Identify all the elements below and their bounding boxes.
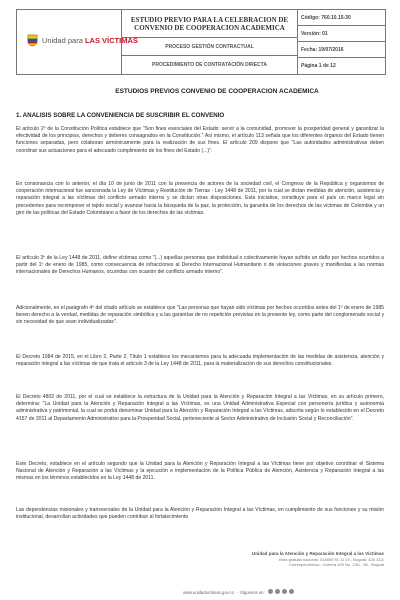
- page-footer: [144, 551, 384, 568]
- colombia-shield-icon: [26, 34, 39, 47]
- paragraph-8: Las dependencias misionales y transversales de la Unidad para la Atención y Reparación Integral a las Víctimas, en cumplimiento de sus funciones y su misión institucional, desarrollan actividades que pueden contribuir al fortalecimiento: [16, 507, 384, 521]
- paragraph-1: El artículo 2º de la Constitución Política establece que "Son fines esenciales del Estado: servir a la comunidad, promover la prosperidad general y garantizar la efectividad de los principios, derechos y deberes consagrados en la Constitución." Así mismo, el artículo 113 señala que los diferentes órganos del Estado tienen funciones separadas, pero colaboran armónicamente para la realización de sus fines. El artículo 209 dispone que "Las autoridades administrativas deben coordinar sus actuaciones para el adecuado cumplimiento de los fines del Estado (...)".: [16, 126, 384, 154]
- paragraph-2: En consonancia con lo anterior, el día 10 de junio de 2011 con la presencia de actores de la sociedad civil, el Congreso de la República y organismos de cooperación internacional fue sancionada la Ley de Víctimas y Restitución de Tierras - Ley 1448 de 2011, por la cual se dictan medidas de atención, asistencia y reparación integral a las víctimas del conflicto armado interno y se dictan otras disposiciones. Esta iniciativa, constituye para el país un marco legal sin precedentes para recomponer el tejido social y avanzar hacia la búsqueda de la paz, la protección, la garantía de los derechos de las víctimas de Colombia y un giro de las políticas del Estado Colombiano a favor de los derechos de las víctimas.: [16, 181, 384, 216]
- section-title: ESTUDIOS PREVIOS CONVENIO DE COOPERACION ACADEMICA: [115, 88, 319, 95]
- document-title: ESTUDIO PREVIO PARA LA CELEBRACION DE CONVENIO DE COOPERACION ACADEMICA: [122, 10, 297, 38]
- procedure-name: PROCEDIMIENTO DE CONTRATACIÓN DIRECTA: [152, 62, 267, 68]
- paragraph-3: El artículo 3º de la Ley 1448 de 2011, define víctimas como "(...) aquellas personas que individual o colectivamente hayan sufrido un daño por hechos ocurridos a partir del 1º de enero de 1985, como consecuencia de infracciones al Derecho Internacional Humanitario o de violaciones graves y manifiestas a las normas internacionales de Derechos Humanos, ocurridas con ocasión del conflicto armado interno".: [16, 255, 384, 276]
- document-version: Versión: 01: [298, 26, 385, 42]
- footer-web-row: www.unidadvictimas.gov.co - Síguenos en:: [183, 589, 294, 595]
- footer-url[interactable]: www.unidadvictimas.gov.co: [183, 590, 234, 595]
- youtube-icon[interactable]: [282, 589, 287, 594]
- social-icons: [266, 589, 294, 594]
- document-date: Fecha: 19/07/2016: [298, 42, 385, 58]
- header-meta-column: [298, 10, 385, 74]
- logo-text: Unidad para LAS VÍCTIMAS: [42, 36, 138, 45]
- paragraph-5: El Decreto 1084 de 2015, en el Libro 2, Parte 2, Título 1 establece los mecanismos para la adecuada implementación de las medidas de asistencia, atención y reparación integral a las víctimas de que trata el artículo 3 de la Ley 1448 de 2011, para la materialización de sus derechos constitucionales.: [16, 354, 384, 368]
- footer-follow-label: Síguenos en:: [239, 590, 265, 595]
- document-header-table: [16, 9, 386, 75]
- facebook-icon[interactable]: [268, 589, 273, 594]
- header-center-column: [122, 10, 298, 74]
- flickr-icon[interactable]: [289, 589, 294, 594]
- paragraph-4: Adicionalmente, en el parágrafo 4º del citado artículo se establece que "Las personas que hayan sido víctimas por hechos ocurridos antes del 1º de enero de 1985 tienen derecho a la verdad, medidas de reparación simbólica y a las garantías de no repetición previstas en la presente ley, como parte del conglomerado social y sin necesidad de que sean individualizadas".: [16, 305, 384, 326]
- heading-analisis: 1. ANALISIS SOBRE LA CONVENIENCIA DE SUSCRIBIR EL CONVENIO: [16, 112, 225, 119]
- logo-cell: [17, 10, 138, 74]
- process-name: PROCESO GESTIÓN CONTRACTUAL: [122, 38, 297, 56]
- twitter-icon[interactable]: [275, 589, 280, 594]
- paragraph-7: Este Decreto, establece en el artículo segundo que la Unidad para la Atención y Reparación Integral a las Víctimas tiene por objetivo coordinar el Sistema Nacional de Atención y Reparación a las Víctimas y la ejecución e implementación de la Política Pública de Atención, Asistencia y Reparación Integral a las mismas en los términos establecidos en la Ley 1448 de 2011.: [16, 461, 384, 482]
- paragraph-6: El Decreto 4802 de 2011, por el cual se establece la estructura de la Unidad para la Atención y Reparación Integral a las Víctimas, en su artículo primero, determina: "La Unidad para la Atención y Reparación Integral a las Víctimas, es una Unidad Administrativa Especial con personería jurídica y autonomía administrativa y patrimonial, la cual se podrá denominar Unidad para la Atención y Reparación Integral a las Víctimas, adscrita según lo establecido en el Decreto 4157 de 2011 al Departamento Administrativo para la Prosperidad Social, perteneciente al Sector Administrativo de Inclusión Social y Reconciliación".: [16, 394, 384, 422]
- footer-phone: línea gratuita nacional: 018000 91 11 19 - Bogotá: 426 1111: [278, 556, 384, 562]
- footer-address: Correspondencia : Carrera 100 No. 24D - 55 - Bogotá: [288, 562, 384, 568]
- page-number: Página 1 de 12: [301, 63, 336, 69]
- footer-entity: Unidad para la Atención y Reparación Integral a las Víctimas: [251, 551, 384, 556]
- document-code: Código: 760.10.15-30: [298, 10, 385, 26]
